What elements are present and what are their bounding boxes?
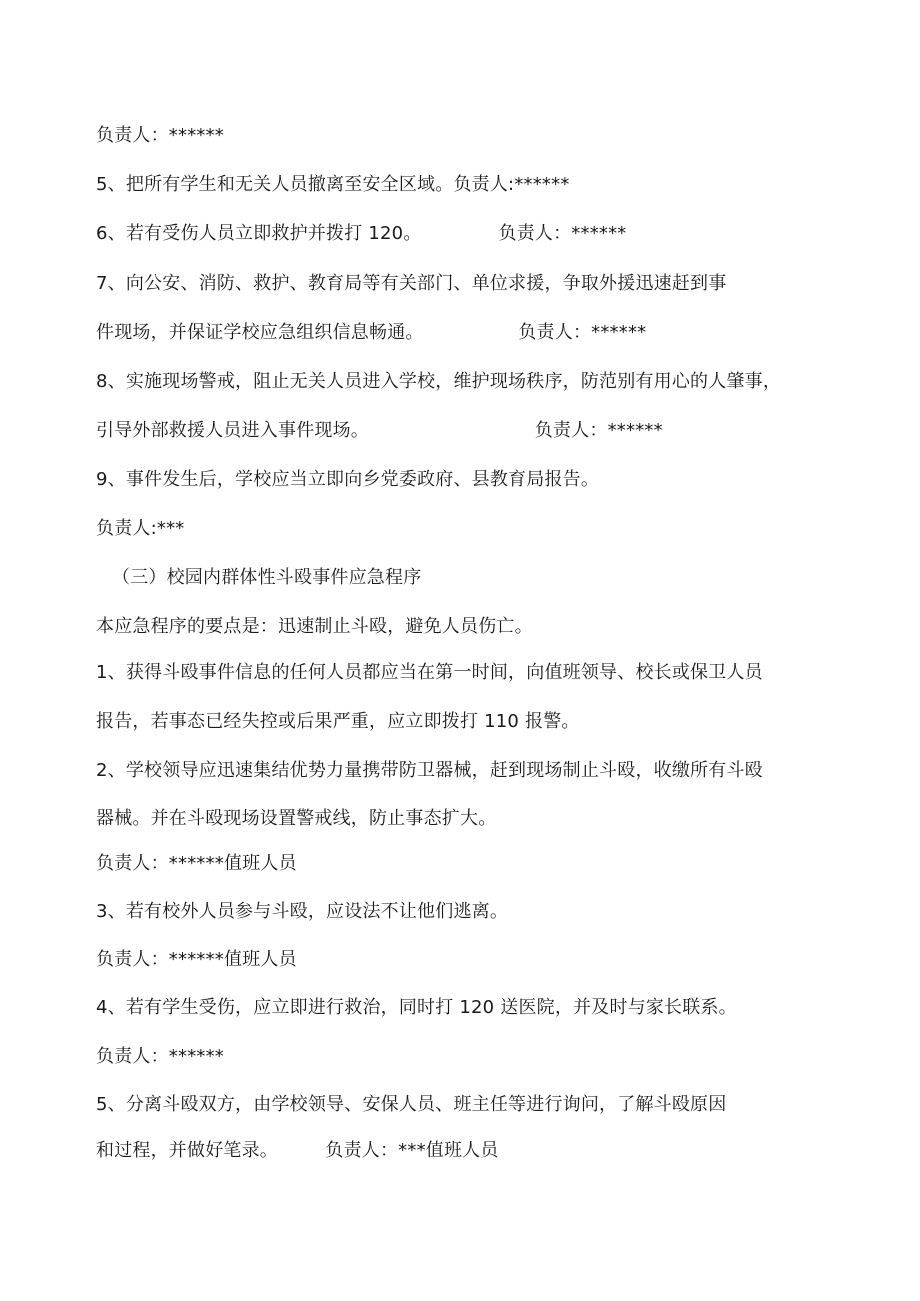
text-line: 8、实施现场警戒，阻止无关人员进入学校，维护现场秩序，防范别有用心的人肇事， (96, 371, 782, 392)
text-line: 9、事件发生后，学校应当立即向乡党委政府、县教育局报告。 (96, 469, 600, 490)
text-line: 件现场，并保证学校应急组织信息畅通。 负责人：****** (96, 322, 647, 343)
text-line: 负责人：******值班人员 (96, 853, 297, 874)
text-line: 1、获得斗殴事件信息的任何人员都应当在第一时间，向值班领导、校长或保卫人员 (96, 662, 763, 683)
text-line: 7、向公安、消防、救护、教育局等有关部门、单位求援，争取外援迅速赶到事 (96, 273, 727, 294)
text-line: 负责人:*** (96, 518, 185, 539)
text-line: 引导外部救援人员进入事件现场。 负责人：****** (96, 420, 663, 441)
text-line: 负责人：****** (96, 1046, 224, 1067)
text-line: 报告，若事态已经失控或后果严重，应立即拨打 110 报警。 (96, 711, 580, 732)
text-line: 本应急程序的要点是：迅速制止斗殴，避免人员伤亡。 (96, 616, 533, 637)
text-line: 5、分离斗殴双方，由学校领导、安保人员、班主任等进行询问，了解斗殴原因 (96, 1094, 727, 1115)
text-line: 和过程，并做好笔录。 负责人：***值班人员 (96, 1140, 499, 1161)
text-line: 3、若有校外人员参与斗殴，应设法不让他们逃离。 (96, 901, 509, 922)
text-line: 5、把所有学生和无关人员撤离至安全区域。负责人:****** (96, 174, 570, 195)
text-line: 2、学校领导应迅速集结优势力量携带防卫器械，赶到现场制止斗殴，收缴所有斗殴 (96, 760, 763, 781)
text-line: 器械。并在斗殴现场设置警戒线，防止事态扩大。 (96, 808, 497, 829)
text-line: 负责人：******值班人员 (96, 949, 297, 970)
text-line: 4、若有学生受伤，应立即进行救治，同时打 120 送医院，并及时与家长联系。 (96, 997, 737, 1018)
section-heading: （三）校园内群体性斗殴事件应急程序 (112, 567, 422, 588)
text-line: 6、若有受伤人员立即救护并拨打 120。 负责人：****** (96, 223, 627, 244)
text-line: 负责人：****** (96, 125, 224, 146)
